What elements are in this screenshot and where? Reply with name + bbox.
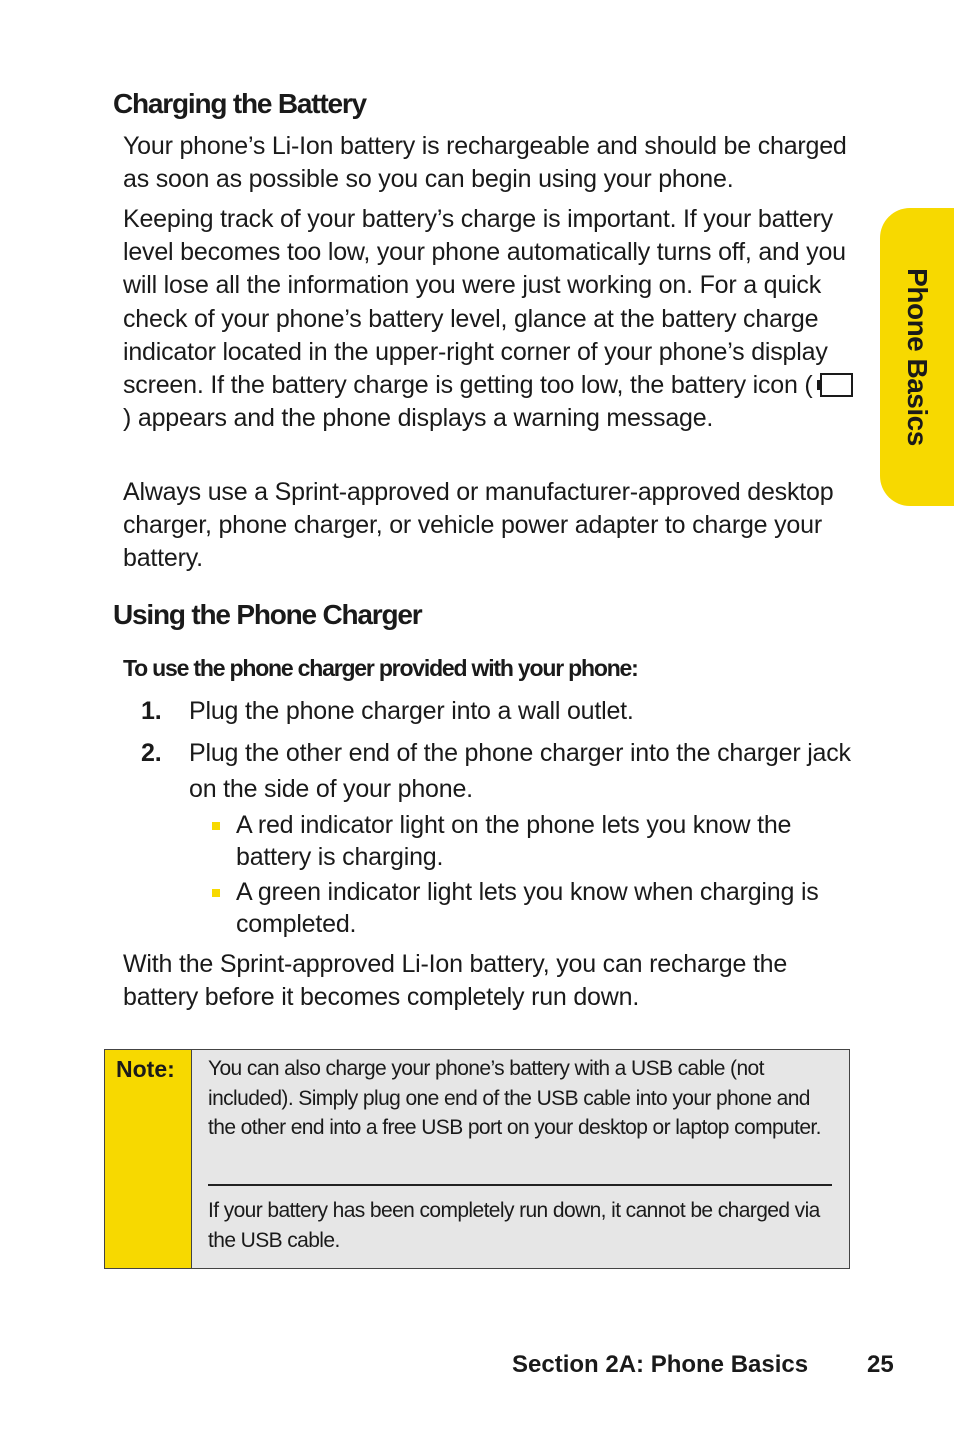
bullet-text: A green indicator light lets you know when charging is completed. xyxy=(236,878,819,938)
paragraph-text-after-icon: ) appears and the phone displays a warning message. xyxy=(123,404,714,433)
side-tab-label: Phone Basics xyxy=(902,268,933,446)
note-label-cell xyxy=(105,1050,192,1268)
step-text: Plug the other end of the phone charger into the charger jack on the side of your phone. xyxy=(189,739,851,803)
step-number: 1. xyxy=(141,697,162,725)
procedure-title: To use the phone charger provided with your phone: xyxy=(123,655,638,681)
side-section-tab xyxy=(880,208,954,506)
heading-charging-battery: Charging the Battery xyxy=(113,88,366,119)
footer-section-title: Section 2A: Phone Basics xyxy=(512,1351,809,1378)
footer-page-number: 25 xyxy=(867,1351,894,1378)
note-text-usb: You can also charge your phone’s battery with a USB cable (not included). Simply plug one end of the USB cable into your phone and the other end into a free USB port on your desktop or laptop computer. xyxy=(208,1057,821,1139)
step-number: 2. xyxy=(141,739,162,767)
paragraph-recharge-before-rundown: With the Sprint-approved Li-Ion battery, you can recharge the battery before it becomes completely run down. xyxy=(123,950,788,1012)
note-box xyxy=(104,1049,850,1269)
heading-using-phone-charger: Using the Phone Charger xyxy=(113,599,422,630)
paragraph-battery-rechargeable: Your phone’s Li-Ion battery is rechargeable and should be charged as soon as possible so you can begin using your phone. xyxy=(123,132,847,194)
paragraph-approved-chargers: Always use a Sprint-approved or manufacturer-approved desktop charger, phone charger, or vehicle power adapter to charge your battery. xyxy=(123,478,834,573)
step-text: Plug the phone charger into a wall outlet. xyxy=(189,697,634,725)
paragraph-text-before-icon: Keeping track of your battery’s charge is important. If your battery level becomes too low, your phone automatically turns off, and you will lose all the information you were just working on. For a quick check of your phone’s battery level, glance at the battery charge indicator located in the upper-right corner of your phone’s display screen. If the battery charge is getting too low, the battery icon ( xyxy=(123,205,846,400)
note-divider xyxy=(208,1184,832,1186)
bullet-square-icon xyxy=(212,822,220,830)
note-text-rundown: If your battery has been completely run down, it cannot be charged via the USB cable. xyxy=(208,1199,820,1252)
battery-empty-icon xyxy=(817,373,853,397)
note-label: Note: xyxy=(116,1056,175,1082)
bullet-square-icon xyxy=(212,889,220,897)
paragraph-battery-charge-tracking xyxy=(123,203,863,435)
bullet-text: A red indicator light on the phone lets you know the battery is charging. xyxy=(236,811,792,871)
